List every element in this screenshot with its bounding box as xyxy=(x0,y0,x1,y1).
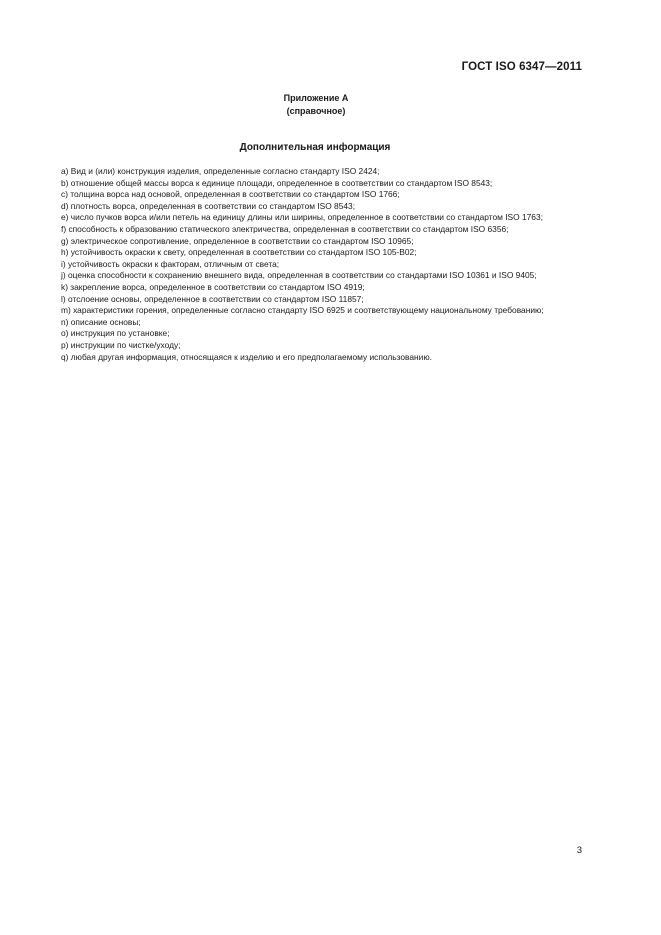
list-item-l: l) отслоение основы, определенное в соответствии со стандартом ISO 11857; xyxy=(61,293,364,304)
list-item-c: c) толщина ворса над основой, определенная в соответствии со стандартом ISO 1766; xyxy=(61,189,400,200)
list-item-n: n) описание основы; xyxy=(61,316,141,327)
info-list xyxy=(48,166,582,363)
section-title: Дополнительная информация xyxy=(239,142,391,153)
appendix-subtitle: (справочное) xyxy=(286,106,346,116)
appendix-title: Приложение А xyxy=(283,93,349,103)
list-item-d: d) плотность ворса, определенная в соответствии со стандартом ISO 8543; xyxy=(61,200,356,211)
document-code: ГОСТ ISO 6347—2011 xyxy=(461,61,582,73)
list-item-k: k) закрепление ворса, определенное в соответствии со стандартом ISO 4919; xyxy=(61,281,365,292)
list-item-h: h) устойчивость окраски к свету, определенная в соответствии со стандартом ISO 105-B02; xyxy=(61,247,417,258)
list-item-e: e) число пучков ворса и/или петель на единицу длины или ширины, определенное в соответствии со стандартом ISO 1763; xyxy=(61,212,543,223)
appendix-heading xyxy=(250,92,382,118)
list-item-i: i) устойчивость окраски к факторам, отличным от света; xyxy=(61,258,280,269)
list-item-o: o) инструкция по установке; xyxy=(61,328,170,339)
list-item-q: q) любая другая информация, относящаяся к изделию и его предполагаемому использованию. xyxy=(61,351,432,362)
list-item-g: g) электрическое сопротивление, определенное в соответствии со стандартом ISO 10965; xyxy=(61,235,414,246)
list-item-b: b) отношение общей массы ворса к единице площади, определенное в соответствии со стандартом ISO 8543; xyxy=(61,177,493,188)
list-item-f: f) способность к образованию статического электричества, определенная в соответствии со стандартом ISO 6356; xyxy=(61,223,509,234)
list-item-m: m) характеристики горения, определенные согласно стандарту ISO 6925 и соответствующему национальному требованию; xyxy=(61,305,544,316)
list-item-a: a) Вид и (или) конструкция изделия, определенные согласно стандарту ISO 2424; xyxy=(61,166,380,176)
list-item-j: j) оценка способности к сохранению внешнего вида, определенная в соответствии со стандартами ISO 10361 и ISO 9405; xyxy=(61,270,537,281)
page-number: 3 xyxy=(576,845,582,856)
list-item-p: p) инструкции по чистке/уходу; xyxy=(61,339,181,350)
